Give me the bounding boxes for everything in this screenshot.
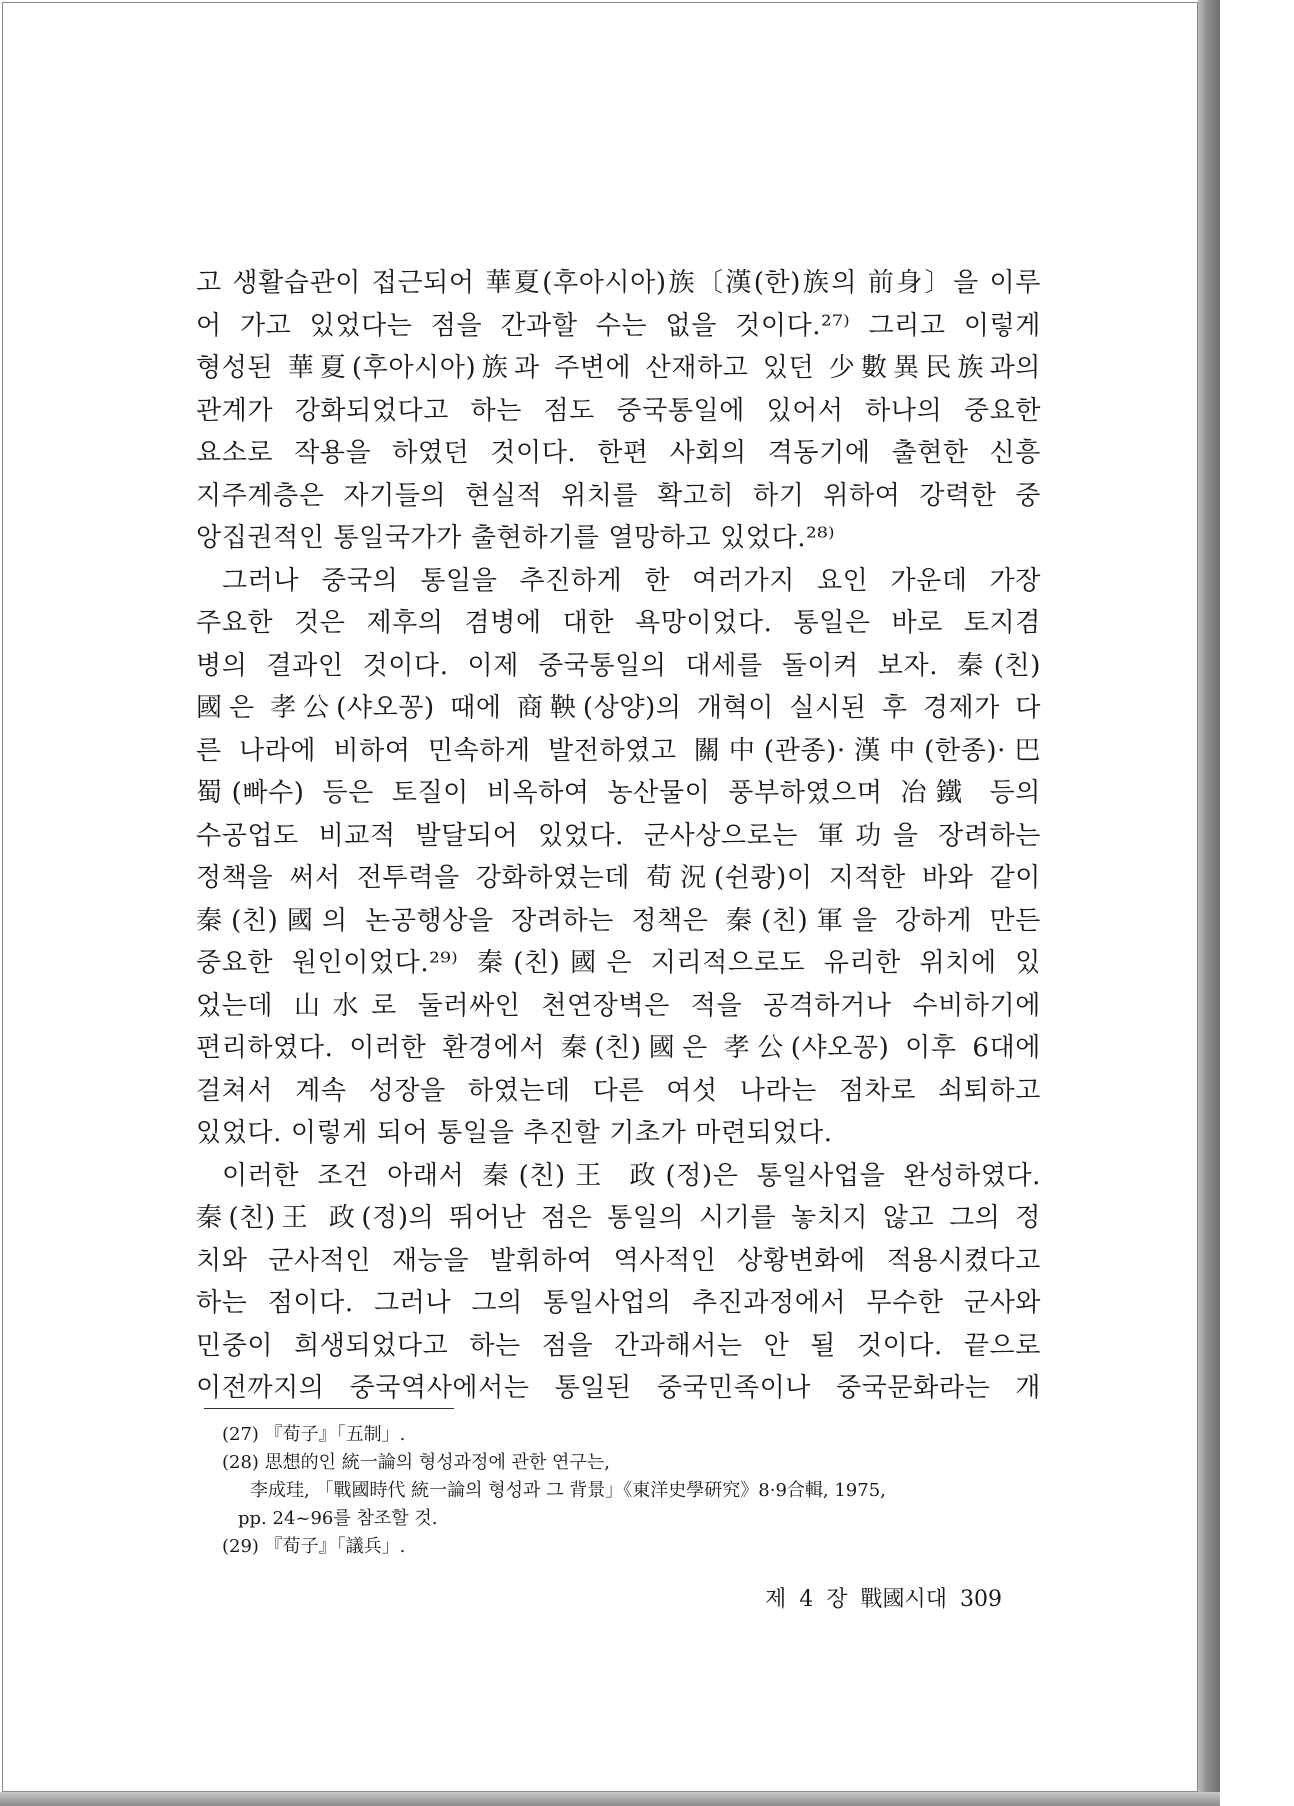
text-line: 민중이 희생되었다고 하는 점을 간과해서는 안 될 것이다. 끝으로: [196, 1330, 1041, 1361]
text-line: 國은 孝公(샤오꽁) 때에 商鞅(상양)의 개혁이 실시된 후 경제가 다: [196, 693, 1041, 723]
text-line: 수공업도 비교적 발달되어 있었다. 군사상으로는 軍功을 장려하는: [196, 820, 1041, 851]
text-line: 정책을 써서 전투력을 강화하였는데 荀況(쉰쾅)이 지적한 바와 같이: [196, 863, 1041, 893]
text-line: 秦(친)國의 논공행상을 장려하는 정책은 秦(친)軍을 강하게 만든: [196, 905, 1041, 936]
text-line: 앙집권적인 통일국가가 출현하기를 열망하고 있었다.²⁸⁾: [196, 523, 836, 553]
running-footer: [765, 1582, 1002, 1613]
chapter-title: 戰國시대: [860, 1587, 948, 1612]
chapter-label: 제 4 장: [765, 1587, 848, 1612]
text-line: 형성된 華夏(후아시아)族과 주변에 산재하고 있던 少數異民族과의: [196, 353, 1041, 383]
text-line: 른 나라에 비하여 민속하게 발전하였고 關中(관종)·漢中(한종)·巴: [196, 735, 1041, 766]
text-line: 편리하였다. 이러한 환경에서 秦(친)國은 孝公(샤오꽁) 이후 6대에: [196, 1033, 1041, 1063]
footnote-28-pages: pp. 24~96를 참조할 것.: [238, 1508, 438, 1529]
text-line: 이전까지의 중국역사에서는 통일된 중국민족이나 중국문화라는 개: [196, 1373, 1041, 1403]
text-line: 하는 점이다. 그러나 그의 통일사업의 추진과정에서 무수한 군사와: [196, 1288, 1041, 1318]
text-line: 요소로 작용을 하였던 것이다. 한편 사회의 격동기에 출현한 신흥: [196, 438, 1041, 468]
text-line: 고 생활습관이 접근되어 華夏(후아시아)族〔漢(한)族의 前身〕을 이루: [196, 268, 1041, 298]
footnote-28: (28) 思想的인 統一論의 형성과정에 관한 연구는,: [222, 1452, 610, 1473]
text-line: 치와 군사적인 재능을 발휘하여 역사적인 상황변화에 적용시켰다고: [196, 1245, 1041, 1276]
body-text: [196, 262, 1041, 1410]
text-line: 이러한 조건 아래서 秦(친)王 政(정)은 통일사업을 완성하였다.: [222, 1160, 1041, 1191]
text-line: 었는데 山水로 둘러싸인 천연장벽은 적을 공격하거나 수비하기에: [196, 990, 1041, 1021]
footnote-29: (29) 『荀子』「議兵」.: [222, 1536, 406, 1557]
footnote-28-citation: 李成珪, 「戰國時代 統一論의 형성과 그 背景」《東洋史學硏究》8·9合輯, 1975,: [250, 1480, 886, 1501]
footnote-27: (27) 『荀子』「五制」.: [222, 1424, 406, 1445]
text-line: 지주계층은 자기들의 현실적 위치를 확고히 하기 위하여 강력한 중: [196, 480, 1041, 511]
text-line: 秦(친)王 政(정)의 뛰어난 점은 통일의 시기를 놓치지 않고 그의 정: [196, 1203, 1041, 1233]
page-edge-right: [1198, 0, 1220, 1806]
text-line: 있었다. 이렇게 되어 통일을 추진할 기초가 마련되었다.: [196, 1118, 833, 1148]
page-number: 309: [960, 1587, 1003, 1612]
text-line: 걸쳐서 계속 성장을 하였는데 다른 여섯 나라는 점차로 쇠퇴하고: [196, 1075, 1041, 1106]
page-edge-bottom: [0, 1792, 1220, 1806]
text-line: 蜀(빠수) 등은 토질이 비옥하여 농산물이 풍부하였으며 冶鐵 등의: [196, 778, 1041, 808]
text-line: 관계가 강화되었다고 하는 점도 중국통일에 있어서 하나의 중요한: [196, 395, 1041, 426]
text-line: 병의 결과인 것이다. 이제 중국통일의 대세를 돌이켜 보자. 秦(친): [196, 650, 1041, 681]
text-line: 주요한 것은 제후의 겸병에 대한 욕망이었다. 통일은 바로 토지겸: [196, 608, 1041, 638]
footnote-rule: [204, 1408, 454, 1409]
text-line: 중요한 원인이었다.²⁹⁾ 秦(친)國은 지리적으로도 유리한 위치에 있: [196, 948, 1041, 978]
text-line: 어 가고 있었다는 점을 간과할 수는 없을 것이다.²⁷⁾ 그리고 이렇게: [196, 310, 1041, 341]
text-line: 그러나 중국의 통일을 추진하게 한 여러가지 요인 가운데 가장: [222, 565, 1041, 596]
